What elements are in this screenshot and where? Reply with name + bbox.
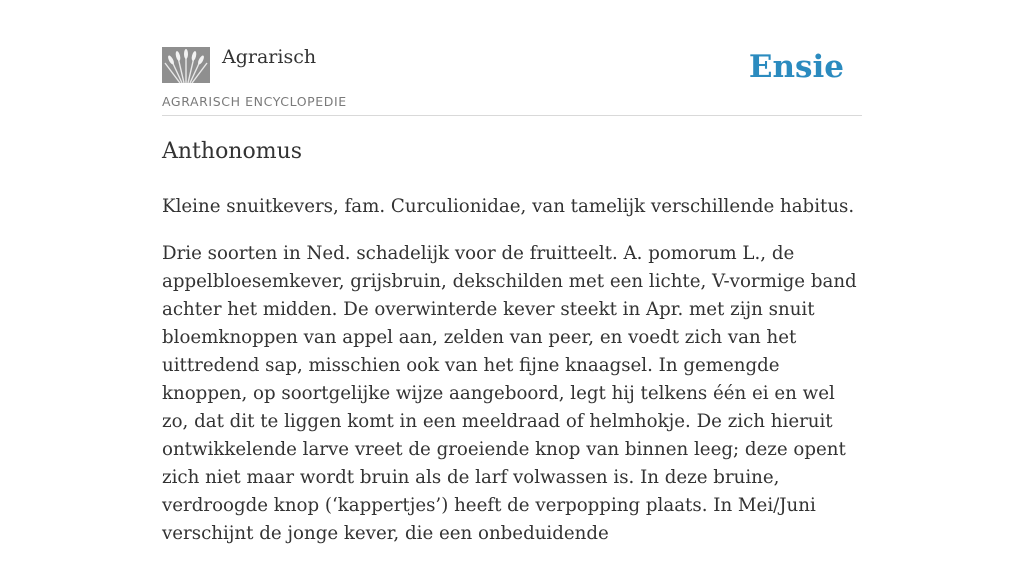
- wheat-sheaf-icon[interactable]: [162, 47, 210, 83]
- article-paragraph: Drie soorten in Ned. schadelijk voor de fruitteelt. A. pomorum L., de appelbloesemkever, grijsbruin, dekschilden met een lichte, V-vormige band achter het midden. De overwinterde kever steekt in Apr. met zijn snuit bloemknoppen van appel aan, zelden van peer, en voedt zich van het uittredend sap, misschien ook van het fijne knaagsel. In gemengde knoppen, op soortgelijke wijze aangeboord, legt hij telkens één ei en wel zo, dat dit te liggen komt in een meeldraad of helmhokje. De zich hieruit ontwikkelende larve vreet de groeiende knop van binnen leeg; deze opent zich niet maar wordt bruin als de larf volwassen is. In deze bruine, verdroogde knop (‘kappertjes’) heeft de verpopping plaats. In Mei/Juni verschijnt de jonge kever, die een onbeduidende: [162, 243, 857, 544]
- article-title: Anthonomus: [162, 139, 303, 164]
- article-paragraph: Kleine snuitkevers, fam. Curculionidae, van tamelijk verschillende habitus.: [162, 196, 855, 217]
- article-body: [162, 193, 864, 567]
- brand-logo[interactable]: Ensie: [748, 49, 844, 85]
- source-subtitle[interactable]: AGRARISCH ENCYCLOPEDIE: [162, 94, 347, 109]
- source-name[interactable]: Agrarisch: [222, 46, 317, 68]
- source-header: [162, 45, 862, 116]
